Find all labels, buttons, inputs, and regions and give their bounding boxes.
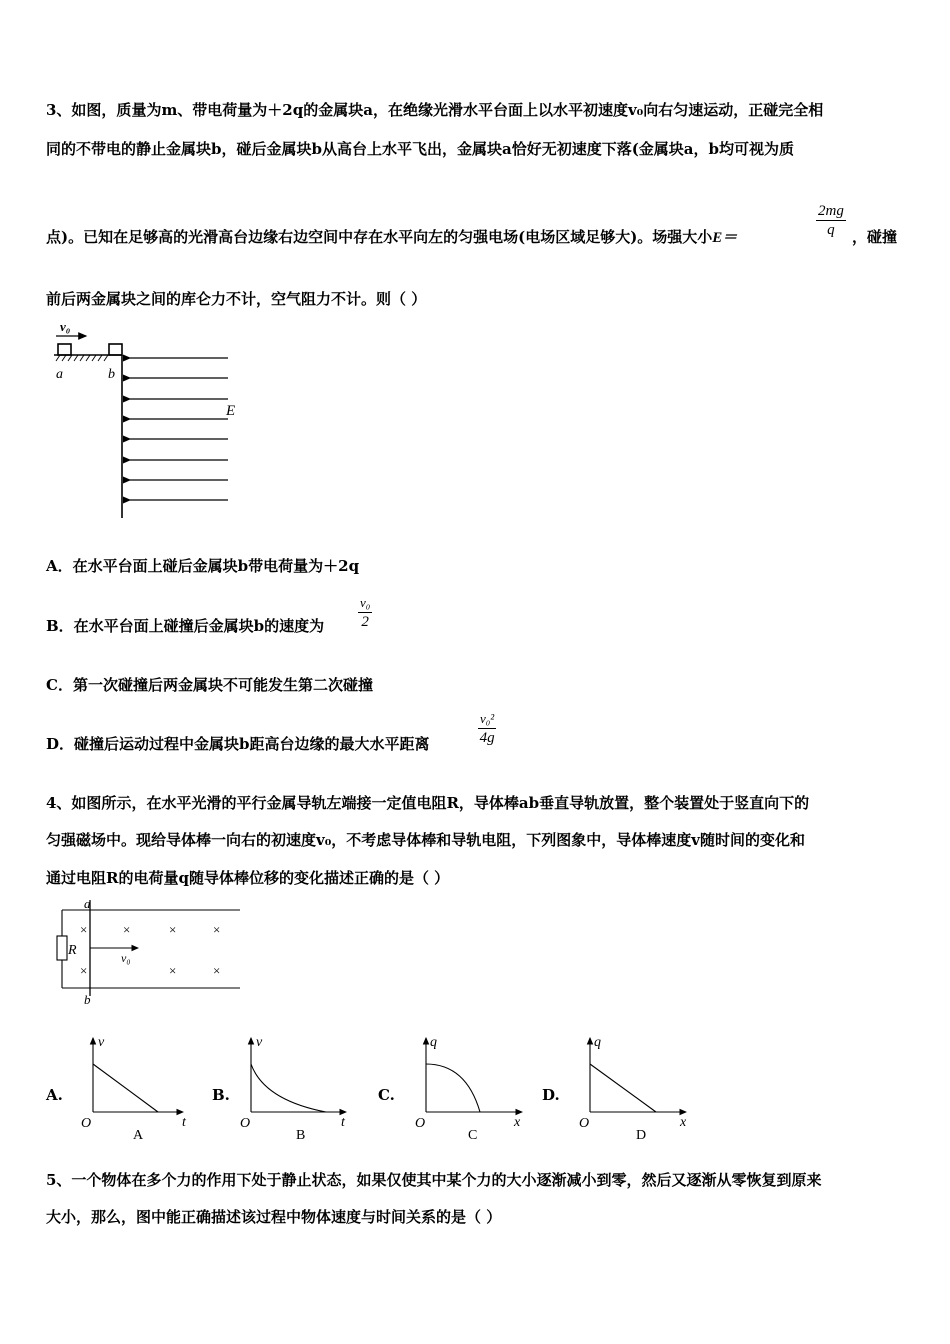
block-b-label: b xyxy=(108,367,115,382)
svg-text:x: x xyxy=(680,1115,687,1130)
v0-label: v₀ xyxy=(60,319,71,334)
resistor xyxy=(57,936,67,960)
q3-option-b: B．在水平台面上碰撞后金属块b的速度为 xyxy=(46,617,325,635)
block-a xyxy=(58,344,71,355)
graph-option-b-label: B. xyxy=(212,1086,230,1104)
resistor-label: R xyxy=(68,943,77,958)
svg-text:v: v xyxy=(98,1035,105,1050)
q4-line-1: 4、如图所示，在水平光滑的平行金属导轨左端接一定值电阻R，导体棒ab垂直导轨放置，整个装置处于竖直向下的 xyxy=(46,794,810,812)
block-a-label: a xyxy=(56,367,63,382)
electric-field-lines xyxy=(130,358,228,500)
svg-text:O: O xyxy=(81,1116,92,1131)
svg-text:q: q xyxy=(594,1035,601,1050)
field-strength-denominator: q xyxy=(827,222,835,238)
graph-b xyxy=(238,1034,358,1144)
magnetic-field-crosses xyxy=(80,922,220,978)
q3-option-a: A．在水平台面上碰后金属块b带电荷量为＋2q xyxy=(46,557,360,575)
svg-text:t: t xyxy=(341,1115,345,1130)
block-b xyxy=(109,344,122,355)
q3-line-4: 前后两金属块之间的库仑力不计，空气阻力不计。则（ ） xyxy=(46,290,427,308)
rod-velocity-label: v₀ xyxy=(121,951,131,965)
option-d-denominator: 4g xyxy=(479,730,495,746)
q5-line-2: 大小，那么，图中能正确描述该过程中物体速度与时间关系的是（ ） xyxy=(46,1208,502,1226)
svg-text:B: B xyxy=(296,1128,306,1143)
svg-text:q: q xyxy=(430,1035,437,1050)
graph-b-curve xyxy=(251,1064,326,1112)
graph-a xyxy=(78,1034,193,1144)
svg-text:v: v xyxy=(256,1035,263,1050)
field-strength-fraction xyxy=(816,202,846,239)
q5-line-1: 5、一个物体在多个力的作用下处于静止状态，如果仅使其中某个力的大小逐渐减小到零，然后又逐渐从零恢复到原来 xyxy=(46,1171,822,1189)
svg-text:x: x xyxy=(514,1115,521,1130)
rod-end-a-label: a xyxy=(84,896,91,911)
option-d-numerator: v₀² xyxy=(478,710,496,729)
svg-text:O: O xyxy=(415,1116,426,1131)
q3-line-3-pre: 点)。已知在足够高的光滑高台边缘右边空间中存在水平向左的匀强电场(电场区域足够大)。场强大小 xyxy=(46,228,713,246)
q3-line-1: 3、如图，质量为m、带电荷量为＋2q的金属块a，在绝缘光滑水平台面上以水平初速度v₀向右匀速运动，正碰完全相 xyxy=(46,101,824,119)
svg-text:×: × xyxy=(169,922,177,937)
svg-text:×: × xyxy=(80,963,88,978)
q4-circuit xyxy=(48,896,248,1006)
option-b-numerator: v₀ xyxy=(358,594,372,613)
svg-text:t: t xyxy=(182,1115,186,1130)
q3-line-3 xyxy=(46,227,737,248)
svg-text:O: O xyxy=(579,1116,590,1131)
graph-option-a-label: A. xyxy=(46,1086,63,1104)
field-label: E xyxy=(226,403,236,419)
svg-text:×: × xyxy=(123,922,131,937)
q3-option-c: C．第一次碰撞后两金属块不可能发生第二次碰撞 xyxy=(46,676,373,694)
svg-text:C: C xyxy=(468,1128,478,1143)
q3-line-3-post: ，碰撞 xyxy=(852,228,898,246)
svg-text:O: O xyxy=(240,1116,251,1131)
field-strength-label: E＝ xyxy=(712,230,738,246)
option-b-fraction xyxy=(358,594,372,631)
svg-text:D: D xyxy=(636,1128,647,1143)
graph-d-curve xyxy=(590,1064,656,1112)
svg-text:×: × xyxy=(213,922,221,937)
option-b-denominator: 2 xyxy=(361,614,369,630)
q3-figure xyxy=(50,318,250,523)
option-d-fraction xyxy=(478,710,496,747)
svg-text:×: × xyxy=(213,963,221,978)
q4-line-3: 通过电阻R的电荷量q随导体棒位移的变化描述正确的是（ ） xyxy=(46,869,450,887)
graph-option-d-label: D. xyxy=(542,1086,560,1104)
q4-line-2: 匀强磁场中。现给导体棒一向右的初速度v₀，不考虑导体棒和导轨电阻，下列图象中，导体棒速度v随时间的变化和 xyxy=(46,831,806,849)
graph-c xyxy=(412,1034,530,1144)
svg-text:×: × xyxy=(169,963,177,978)
rod-end-b-label: b xyxy=(84,992,91,1007)
svg-text:×: × xyxy=(80,922,88,937)
graph-option-c-label: C. xyxy=(378,1086,395,1104)
graph-d xyxy=(576,1034,694,1144)
graph-a-curve xyxy=(93,1064,158,1112)
field-strength-numerator: 2mg xyxy=(818,203,844,219)
graph-c-curve xyxy=(426,1064,480,1112)
q3-line-2: 同的不带电的静止金属块b，碰后金属块b从高台上水平飞出，金属块a恰好无初速度下落(金属块a，b均可视为质 xyxy=(46,140,795,158)
svg-text:A: A xyxy=(133,1128,144,1143)
q3-option-d: D．碰撞后运动过程中金属块b距高台边缘的最大水平距离 xyxy=(46,735,430,753)
